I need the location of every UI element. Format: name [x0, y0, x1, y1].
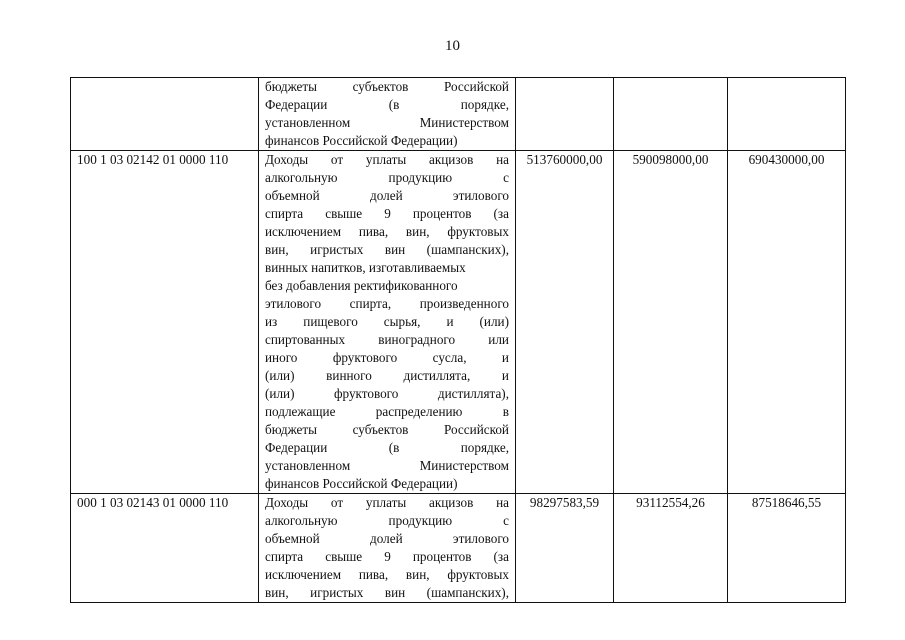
table-row [71, 78, 846, 151]
description-line: установленном Министерством [265, 115, 509, 130]
description-line: установленном Министерством [265, 458, 509, 473]
amount-year-1-cell: 98297583,59 [516, 494, 614, 603]
description-line: (или) винного дистиллята, и [265, 368, 509, 383]
description-line: бюджеты субъектов Российской [265, 422, 509, 437]
description-line: алкогольную продукцию с [265, 170, 509, 185]
description-line: Доходы от уплаты акцизов на [265, 152, 509, 167]
description-line: вин, игристых вин (шампанских), [265, 585, 509, 600]
description-line: спирта свыше 9 процентов (за [265, 206, 509, 221]
budget-code-cell [71, 78, 259, 151]
description-line: без добавления ректификованного [265, 278, 458, 293]
description-line: спиртованных виноградного или [265, 332, 509, 347]
table-row [71, 494, 846, 603]
revenue-description-cell [259, 494, 516, 603]
revenue-description-cell [259, 151, 516, 494]
description-line: (или) фруктового дистиллята), [265, 386, 509, 401]
description-line: спирта свыше 9 процентов (за [265, 549, 509, 564]
description-line: исключением пива, вин, фруктовых [265, 567, 509, 582]
amount-year-1-cell [516, 78, 614, 151]
amount-year-2-cell [614, 78, 728, 151]
description-line: алкогольную продукцию с [265, 513, 509, 528]
description-line: Доходы от уплаты акцизов на [265, 495, 509, 510]
revenue-description-cell [259, 78, 516, 151]
amount-year-3-cell: 87518646,55 [728, 494, 846, 603]
amount-year-1-cell: 513760000,00 [516, 151, 614, 494]
description-line: бюджеты субъектов Российской [265, 79, 509, 94]
description-line: исключением пива, вин, фруктовых [265, 224, 509, 239]
revenue-table [70, 77, 846, 603]
description-line: финансов Российской Федерации) [265, 133, 458, 148]
description-line: винных напитков, изготавливаемых [265, 260, 466, 275]
description-line: подлежащие распределению в [265, 404, 509, 419]
description-line: Федерации (в порядке, [265, 97, 509, 112]
description-line: финансов Российской Федерации) [265, 476, 458, 491]
page-number: 10 [445, 38, 460, 54]
description-line: из пищевого сырья, и (или) [265, 314, 509, 329]
description-line: этилового спирта, произведенного [265, 296, 509, 311]
amount-year-3-cell [728, 78, 846, 151]
description-line: вин, игристых вин (шампанских), [265, 242, 509, 257]
description-line: иного фруктового сусла, и [265, 350, 509, 365]
amount-year-2-cell: 590098000,00 [614, 151, 728, 494]
budget-code-cell: 000 1 03 02143 01 0000 110 [71, 494, 259, 603]
description-line: Федерации (в порядке, [265, 440, 509, 455]
description-line: объемной долей этилового [265, 531, 509, 546]
budget-code-cell: 100 1 03 02142 01 0000 110 [71, 151, 259, 494]
description-line: объемной долей этилового [265, 188, 509, 203]
amount-year-2-cell: 93112554,26 [614, 494, 728, 603]
table-row [71, 151, 846, 494]
amount-year-3-cell: 690430000,00 [728, 151, 846, 494]
